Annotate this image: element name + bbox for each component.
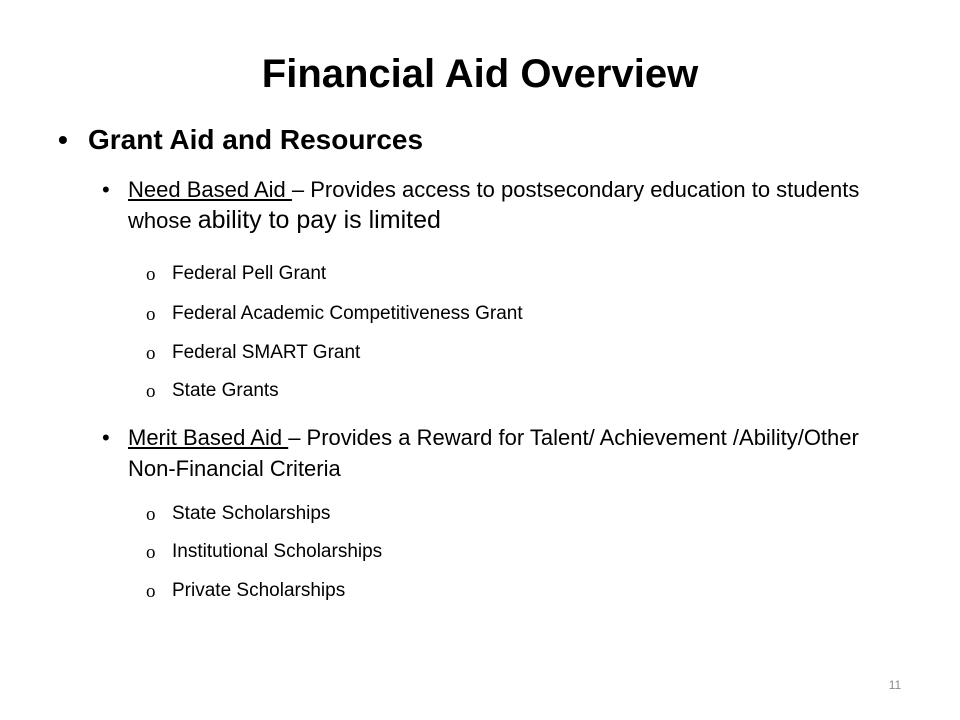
list-item-label: Federal Academic Competitiveness Grant	[172, 303, 523, 324]
section-heading: Grant Aid and Resources	[88, 124, 424, 155]
merit-based-aid-term: Merit Based Aid	[128, 425, 289, 450]
list-item-label: Private Scholarships	[172, 580, 346, 601]
need-based-aid-desc-emphasis: ability to pay is limited	[197, 206, 441, 234]
circle-bullet-icon: o	[146, 264, 156, 285]
list-item-label: Federal Pell Grant	[172, 263, 327, 284]
merit-based-aid-text	[128, 422, 868, 484]
need-based-aid-term: Need Based Aid	[128, 177, 292, 202]
bullet-icon: •	[58, 124, 68, 155]
circle-bullet-icon: o	[146, 304, 156, 325]
list-item-label: Institutional Scholarships	[172, 541, 383, 562]
bullet-icon: •	[102, 425, 110, 450]
circle-bullet-icon: o	[146, 542, 156, 563]
need-based-aid-desc: – Provides access to postsecondary education to students whose	[128, 177, 860, 233]
circle-bullet-icon: o	[146, 581, 156, 602]
need-based-aid-text	[128, 174, 918, 236]
page-number: 11	[888, 678, 902, 692]
circle-bullet-icon: o	[146, 381, 156, 402]
bullet-icon: •	[102, 177, 110, 202]
list-item-label: State Scholarships	[172, 503, 331, 524]
slide-title: Financial Aid Overview	[261, 52, 699, 96]
circle-bullet-icon: o	[146, 343, 156, 364]
circle-bullet-icon: o	[146, 504, 156, 525]
list-item-label: Federal SMART Grant	[172, 342, 361, 363]
merit-based-aid-desc: – Provides a Reward for Talent/ Achievement /Ability/Other Non-Financial Criteria	[128, 425, 859, 481]
list-item-label: State Grants	[172, 380, 279, 401]
